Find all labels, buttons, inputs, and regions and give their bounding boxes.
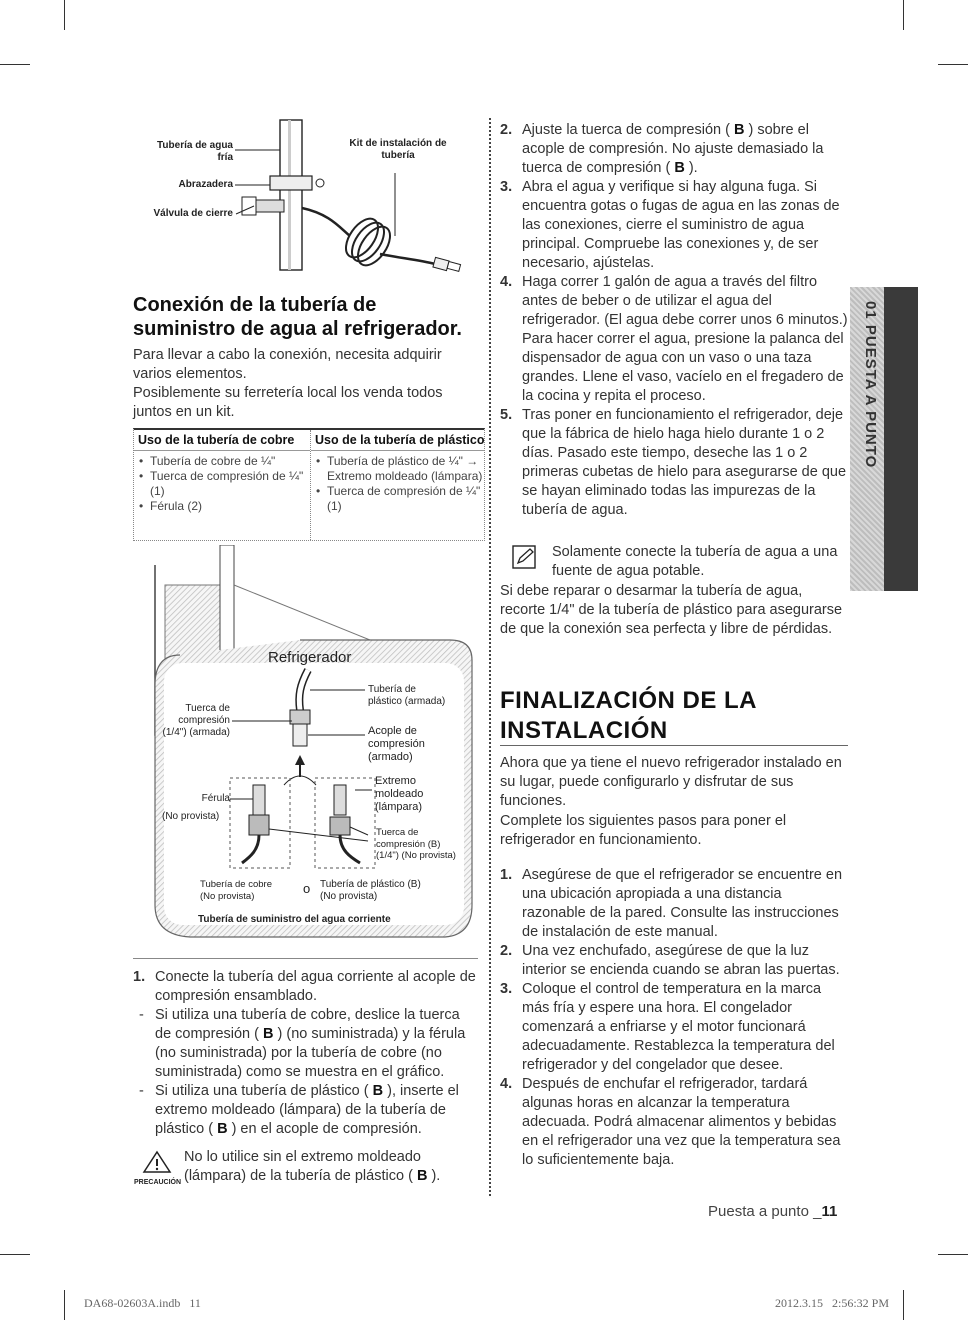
step-item: 3. Coloque el control de temperatura en la marca más fría y espere una hora. El congelador comenzará a enfriarse y el motor funcionará adecuadamente. Restablezca la temperatura del refrigerador y del congelador que desee.: [500, 981, 835, 1073]
crop-mark: [64, 0, 65, 30]
label-molded-end: Extremo moldeado (lámpara): [375, 775, 424, 813]
label-shutoff-valve: Válvula de cierre: [153, 208, 233, 219]
right-steps: [500, 121, 848, 520]
divider: [133, 958, 478, 959]
tubing-parts-table: [133, 428, 485, 541]
finalization-paragraph-2: Complete los siguientes pasos para poner el refrigerador en funcionamiento.: [500, 813, 787, 848]
step-item: 1. Asegúrese de que el refrigerador se encuentre en una ubicación apropiada a una distancia razonable de la pared. Consulte las instrucciones de instalación de este manual.: [500, 867, 843, 940]
label-compression-nut: Tuerca de compresión (1/4") (armada): [162, 703, 230, 738]
table-col-plastic: [311, 430, 484, 540]
connection-figure: [150, 545, 485, 965]
label-tubing-kit: Kit de instalación de tubería: [349, 138, 447, 161]
shutoff-valve: [254, 200, 284, 212]
side-tab-label: 01 PUESTA A PUNTO: [862, 301, 879, 469]
column-divider: [489, 118, 491, 1196]
print-date: 2012.3.15 2:56:32 PM: [775, 1296, 890, 1310]
caution-icon: [134, 1150, 180, 1184]
dash-item-copper: - Si utiliza una tubería de cobre, deslice la tuerca de compresión ( B ) (no suministrada) y la férula (no suministrada) por la tubería de cobre (no suministrada) como se muestra en el gráfico.: [139, 1007, 466, 1080]
table-header-copper: Uso de la tubería de cobre: [134, 430, 310, 451]
list-item: • Tuerca de compresión de ¼" (1): [139, 469, 304, 498]
label-clamp: Abrazadera: [178, 179, 233, 190]
crop-mark: [0, 64, 30, 65]
crop-mark: [938, 1254, 968, 1255]
label-refrigerator: Refrigerador: [268, 649, 352, 666]
crop-mark: [938, 64, 968, 65]
chapter-side-tab: [850, 287, 918, 591]
intro-paragraph-2: Posiblemente su ferretería local los venda todos juntos en un kit.: [133, 385, 443, 420]
label-ferrule: Férula: [201, 793, 230, 804]
step-item: 2. Ajuste la tuerca de compresión ( B ) sobre el acople de compresión. No ajuste demasiado la tuerca de compresión ( B ).: [500, 122, 824, 176]
crop-mark: [0, 1254, 30, 1255]
label-plastic-tubing-b: Tubería de plástico (B) (No provista): [320, 879, 421, 902]
list-item: • Férula (2): [139, 499, 203, 513]
label-supply-line: Tubería de suministro del agua corriente: [198, 914, 391, 925]
list-item: • Tubería de plástico de ¼" → Extremo moldeado (lámpara): [316, 454, 483, 483]
side-tab-dark-band: [884, 287, 918, 591]
step-item: 2. Una vez enchufado, asegúrese de que la luz interior se encienda cuando se abran las puertas.: [500, 943, 840, 978]
page-footer: [708, 1203, 837, 1220]
label-cold-water-pipe: Tubería de agua fría: [157, 140, 233, 163]
section-heading-finalization: FINALIZACIÓN DE LA INSTALACIÓN: [500, 687, 757, 744]
print-file-name: DA68-02603A.indb 11: [84, 1296, 201, 1310]
note-icon: [511, 544, 539, 570]
step-item: 3. Abra el agua y verifique si hay alguna fuga. Si encuentra gotas o fugas de agua en las zonas de las conexiones, cierre el suministro de agua principal. Compruebe las conexiones y, de ser necesario, ajústelas.: [500, 179, 840, 271]
crop-mark: [903, 0, 904, 30]
caution-label: PRECAUCIÓN: [134, 1179, 182, 1186]
intro-paragraph-1: Para llevar a cabo la conexión, necesita adquirir varios elementos.: [133, 347, 442, 382]
step-item: 1. Conecte la tubería del agua corriente al acople de compresión ensamblado.: [133, 969, 476, 1004]
step-item: 4. Después de enchufar el refrigerador, tardará algunas horas en alcanzar la temperatura adecuada. Podrá almacenar alimentos y bebidas en el refrigerador una vez que la temperatura sea lo suficientemente baja.: [500, 1076, 841, 1168]
label-or: o: [303, 881, 311, 896]
step-item: 4. Haga correr 1 galón de agua a través del filtro antes de beber o de utilizar el agua del refrigerador. (El agua debe correr unos 6 minutos.) Para hacer correr el agua, presione la palanca del dispensador de agua con un vaso o una taza grandes. Llene el vaso, vacíelo en el fregadero de la cocina y repita el proceso.: [500, 274, 848, 404]
label-plastic-tubing: Tubería de plástico (armada): [368, 684, 446, 707]
step-item: 5. Tras poner en funcionamiento el refrigerador, deje que la fábrica de hielo haga hielo durante 1 o 2 días. Pasado este tiempo, deseche las 1 o 2 primeras cubetas de hielo para asegurarse de que se hayan eliminado todas las impurezas de la tubería de agua.: [500, 407, 847, 518]
caution-text: No lo utilice sin el extremo moldeado (lámpara) de la tubería de plástico ( B ).: [184, 1149, 441, 1184]
list-item: • Tubería de cobre de ¼": [139, 454, 276, 468]
list-item: • Tuerca de compresión de ¼" (1): [316, 484, 481, 513]
crop-mark: [64, 1290, 65, 1320]
page-number: 11: [821, 1203, 838, 1220]
clamp: [270, 176, 312, 190]
compression-coupling: [293, 724, 307, 746]
dash-item-plastic: - Si utiliza una tubería de plástico ( B ), inserte el extremo moldeado (lámpara) de la tubería de plástico ( B ) en el acople de compresión.: [139, 1083, 459, 1137]
crop-mark: [903, 1290, 904, 1320]
left-steps: [133, 968, 478, 1139]
compression-nut: [290, 710, 310, 724]
finalization-steps: [500, 866, 848, 1170]
label-compression-nut-b: Tuerca de compresión (B) (1/4") (No provista): [376, 827, 456, 861]
label-copper-tubing: Tubería de cobre (No provista): [200, 879, 272, 902]
repair-text: Si debe reparar o desarmar la tubería de agua, recorte 1/4" de la tubería de plástico para asegurarse de que la conexión sea perfecta y libre de pérdidas.: [500, 583, 843, 637]
divider: [500, 745, 848, 746]
section-heading-connection: Conexión de la tubería de suministro de agua al refrigerador.: [133, 294, 462, 340]
footer-section: Puesta a punto _: [708, 1203, 822, 1220]
note-text: Solamente conecte la tubería de agua a una fuente de agua potable.: [552, 544, 838, 579]
label-not-provided: (No provista): [162, 811, 220, 822]
label-compression-coupling: Acople de compresión (armado): [368, 725, 425, 763]
table-col-copper: [134, 430, 311, 540]
table-header-plastic: Uso de la tubería de plástico: [311, 430, 484, 451]
valve-figure: [130, 118, 480, 286]
finalization-paragraph-1: Ahora que ya tiene el nuevo refrigerador instalado en su lugar, puede configurarlo y disfrutar de sus funciones.: [500, 755, 842, 809]
